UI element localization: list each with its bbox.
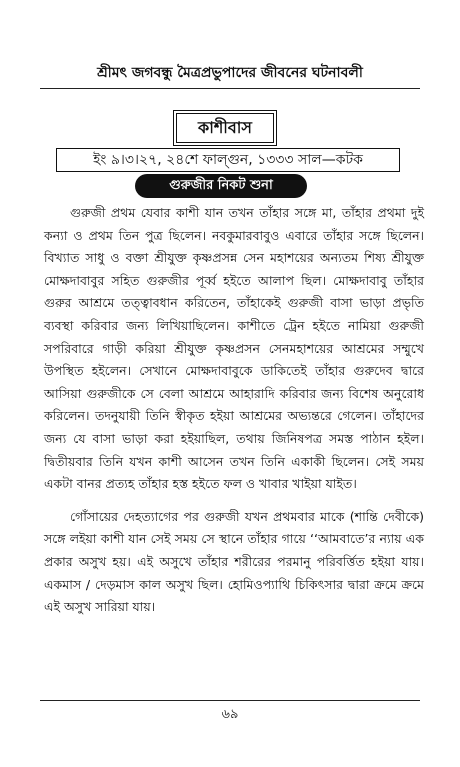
paragraph-2: গোঁসায়ের দেহত্যাগের পর গুরুজী যখন প্রথমবার মাকে (শান্তি দেবীকে) সঙ্গে লইয়া কাশী যান সেই সময় সে স্থানে তাঁহার গায়ে ‘‘আমবাতে’র ন্যায় এক প্রকার অসুখ হয়। এই অসুখে তাঁহার শরীরের পরমানু পরিবর্ত্তিত হইয়া যায়। একমাস / দেড়মাস কাল অসুখ ছিল। হোমিওপ্যাথি চিকিৎসার দ্বারা ক্রমে ক্রমে এই অসুখ সারিয়া যায়।: [44, 508, 424, 615]
section-subheading: গুরুজীর নিকট শুনা: [135, 174, 307, 198]
chapter-title: কাশীবাস: [176, 113, 274, 143]
header-rule: [40, 88, 420, 89]
running-header: শ্রীমৎ জগবন্ধু মৈত্রপ্রভুপাদের জীবনের ঘটনাবলী: [97, 65, 363, 81]
paragraph-1: গুরুজী প্রথম যেবার কাশী যান তখন তাঁহার সঙ্গে মা, তাঁহার প্রথমা দুই কন্যা ও প্রথম তিন পুত্র ছিলেন। নবকুমারবাবুও এবারে তাঁহার সঙ্গে ছিলেন। বিখ্যাত সাধু ও বক্তা শ্রীযুক্ত কৃষ্ণপ্রসন্ন সেন মহাশয়ের অন্যতম শিষ্য শ্রীযুক্ত মোক্ষদাবাবুর সহিত গুরুজীর পূর্ব্ব হইতে আলাপ ছিল। মোক্ষদাবাবু তাঁহার গুরুর আশ্রমে তত্ত্বাবধান করিতেন, তাঁহাকেই গুরুজী বাসা ভাড়া প্রভৃতি ব্যবস্থা করিবার জন্য লিখিয়াছিলেন। কাশীতে ট্রেন হইতে নামিয়া গুরুজী সপরিবারে গাড়ী করিয়া শ্রীযুক্ত কৃষ্ণপ্রসন সেনমহাশয়ের আশ্রমের সম্মুখে উপস্থিত হইলেন। সেখানে মোক্ষদাবাবুকে ডাকিতেই তাঁহার গুরুদেব দ্বারে আসিয়া গুরুজীকে সে বেলা আশ্রমে আহারাদি করিবার জন্য বিশেষ অনুরোধ করিলেন। তদনুযায়ী তিনি স্বীকৃত হইয়া আশ্রমের অভ্যন্তরে গেলেন। তাঁহাদের জন্য যে বাসা ভাড়া করা হইয়াছিল, তথায় জিনিষপত্র সমস্ত পাঠান হইল। দ্বিতীয়বার তিনি যখন কাশী আসেন তখন তিনি একাকী ছিলেন। সেই সময় একটা বানর প্রত্যহ তাঁহার হস্ত হইতে ফল ও খাবার খাইয়া যাইত।: [44, 205, 424, 492]
body-text: [44, 202, 424, 619]
date-line: ইং ৯।৩।২৭, ২৪শে ফাল্গুন, ১৩৩৩ সাল—কটক: [56, 148, 400, 172]
page-number: ৬৯: [221, 707, 239, 722]
footer-rule: [40, 700, 420, 701]
